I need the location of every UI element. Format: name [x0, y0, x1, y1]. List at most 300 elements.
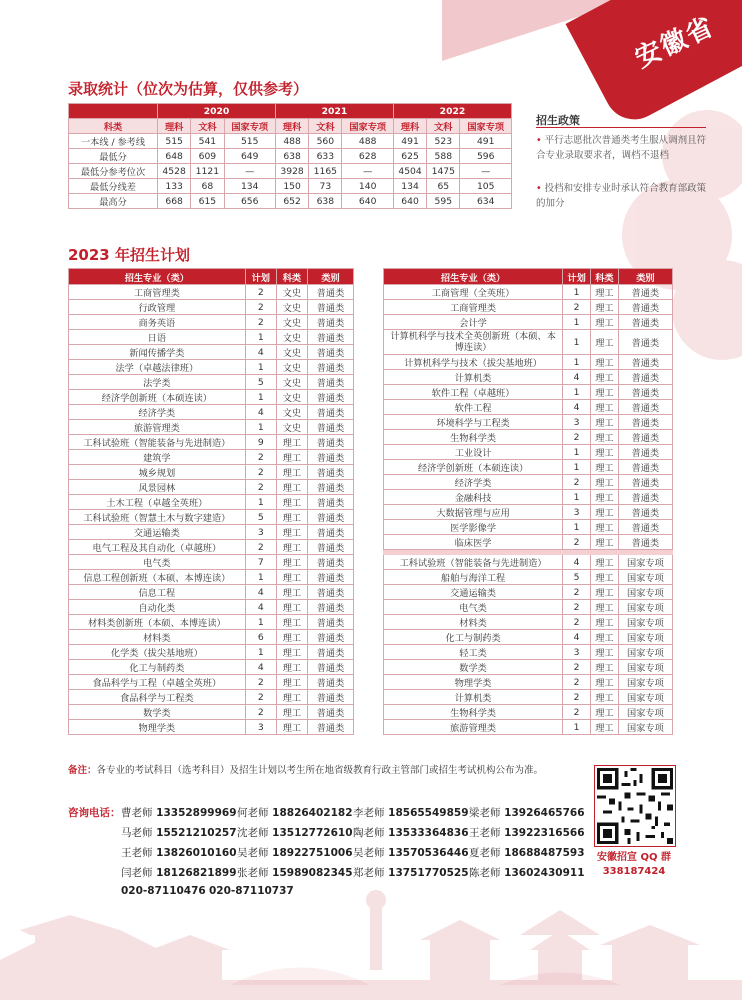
plan-major: 行政管理	[69, 300, 246, 315]
plan-header-row	[384, 269, 673, 285]
plan-quota: 2	[563, 585, 591, 600]
qq-group-label: 安徽招宣 QQ 群 338187424	[597, 852, 671, 877]
stats-year-header: 2022	[393, 104, 511, 119]
plan-category: 普通类	[308, 555, 354, 570]
plan-row	[69, 465, 354, 480]
stats-cell: 588	[427, 149, 460, 164]
plan-quota: 1	[563, 315, 591, 330]
contact-name: 夏老师	[469, 847, 501, 859]
plan-quota: 2	[563, 690, 591, 705]
plan-subject: 理工	[590, 445, 618, 460]
plan-major: 生物科学类	[384, 705, 563, 720]
plan-quota: 4	[563, 630, 591, 645]
plan-major: 生物科学类	[384, 430, 563, 445]
stats-cell: 515	[158, 134, 191, 149]
stats-subheader: 国家专项	[460, 119, 512, 134]
contact-name: 吴老师	[353, 847, 385, 859]
plan-major: 材料类	[384, 615, 563, 630]
stats-col-header: 科类	[69, 119, 158, 134]
plan-row	[384, 445, 673, 460]
plan-quota: 2	[563, 430, 591, 445]
plan-row	[69, 405, 354, 420]
plan-quota: 3	[563, 415, 591, 430]
stats-row	[69, 134, 512, 149]
plan-subject: 理工	[276, 540, 307, 555]
plan-header: 类别	[308, 269, 354, 285]
plan-row	[384, 615, 673, 630]
plan-row	[384, 430, 673, 445]
stats-row-label: 最高分	[69, 194, 158, 209]
plan-quota: 4	[563, 555, 591, 570]
plan-category: 普通类	[308, 510, 354, 525]
contact-phone: 18688487593	[500, 847, 585, 859]
stats-cell: 65	[427, 179, 460, 194]
contact-phone: 13512772610	[268, 827, 353, 839]
contact-phone: 15989082345	[268, 867, 353, 879]
contact-entry	[121, 845, 237, 860]
plan-subject: 理工	[590, 520, 618, 535]
plan-row	[384, 300, 673, 315]
plan-quota: 4	[563, 400, 591, 415]
plan-quota: 4	[245, 585, 276, 600]
plan-quota: 2	[245, 315, 276, 330]
plan-subject: 理工	[276, 600, 307, 615]
stats-cell: 3928	[275, 164, 308, 179]
plan-quota: 2	[245, 450, 276, 465]
plan-subject: 理工	[590, 315, 618, 330]
plan-row	[69, 435, 354, 450]
plan-header: 招生专业（类）	[69, 269, 246, 285]
stats-cell: 523	[427, 134, 460, 149]
plan-row	[384, 415, 673, 430]
plan-category: 普通类	[308, 600, 354, 615]
policy-title: 招生政策	[536, 114, 580, 127]
plan-category: 普通类	[308, 540, 354, 555]
plan-subject: 理工	[590, 720, 618, 735]
plan-subject: 文史	[276, 375, 307, 390]
plan-row	[384, 490, 673, 505]
plan-row	[69, 495, 354, 510]
plan-major: 工科试验班（智能装备与先进制造）	[384, 555, 563, 570]
plan-row	[69, 705, 354, 720]
plan-category: 普通类	[308, 495, 354, 510]
plan-quota: 1	[245, 570, 276, 585]
plan-header: 类别	[618, 269, 672, 285]
plan-major: 新闻传播学类	[69, 345, 246, 360]
plan-header: 计划	[563, 269, 591, 285]
plan-major: 会计学	[384, 315, 563, 330]
plan-quota: 2	[563, 615, 591, 630]
plan-quota: 2	[563, 660, 591, 675]
stats-row	[69, 194, 512, 209]
stats-cell: 491	[393, 134, 426, 149]
plan-major: 工业设计	[384, 445, 563, 460]
plan-category: 国家专项	[618, 600, 672, 615]
plan-subject: 理工	[590, 385, 618, 400]
stats-cell: 4504	[393, 164, 426, 179]
plan-row	[384, 370, 673, 385]
plan-major: 计算机类	[384, 370, 563, 385]
contact-name: 李老师	[353, 807, 385, 819]
plan-quota: 2	[245, 540, 276, 555]
plan-subject: 理工	[590, 555, 618, 570]
plan-quota: 1	[563, 355, 591, 370]
contact-phone: 18922751006	[268, 847, 353, 859]
plan-subject: 理工	[276, 495, 307, 510]
stats-cell: 1121	[191, 164, 224, 179]
plan-row	[384, 385, 673, 400]
plan-category: 普通类	[308, 630, 354, 645]
contact-entry	[469, 825, 585, 840]
plan-category: 国家专项	[618, 660, 672, 675]
contact-name: 沈老师	[237, 827, 269, 839]
plan-quota: 5	[245, 375, 276, 390]
contact-phone: 13570536446	[384, 847, 469, 859]
plan-major: 数学类	[384, 660, 563, 675]
stats-cell: —	[342, 164, 393, 179]
plan-subject: 理工	[590, 355, 618, 370]
contact-phone: 15521210257	[152, 827, 237, 839]
plan-subject: 理工	[590, 660, 618, 675]
plan-row	[384, 520, 673, 535]
stats-cell: 640	[342, 194, 393, 209]
plan-quota: 4	[245, 600, 276, 615]
plan-row	[69, 570, 354, 585]
plan-row	[384, 570, 673, 585]
plan-subject: 理工	[590, 535, 618, 550]
plan-major: 日语	[69, 330, 246, 345]
contact-entry	[469, 805, 585, 820]
plan-category: 国家专项	[618, 690, 672, 705]
plan-row	[69, 525, 354, 540]
stats-cell: 595	[427, 194, 460, 209]
contact-phone: 13533364836	[384, 827, 469, 839]
plan-major: 工科试验班（智慧土木与数字建造）	[69, 510, 246, 525]
plan-row	[384, 555, 673, 570]
stats-cell: 628	[342, 149, 393, 164]
plan-subject: 理工	[590, 460, 618, 475]
stats-subheader: 理科	[393, 119, 426, 134]
plan-major: 化工与制药类	[69, 660, 246, 675]
plan-header: 科类	[590, 269, 618, 285]
plan-major: 计算机科学与技术（拔尖基地班）	[384, 355, 563, 370]
plan-major: 物理学类	[384, 675, 563, 690]
plan-major: 电气类	[69, 555, 246, 570]
contact-phone: 13602430911	[500, 867, 585, 879]
stats-cell: 633	[309, 149, 342, 164]
stats-subheader: 文科	[191, 119, 224, 134]
plan-subject: 理工	[590, 370, 618, 385]
plan-category: 普通类	[618, 385, 672, 400]
plan-quota: 4	[245, 405, 276, 420]
plan-category: 普通类	[618, 330, 672, 355]
stats-cell: 134	[224, 179, 275, 194]
admission-stats-table	[68, 103, 512, 209]
plan-category: 普通类	[618, 535, 672, 550]
stats-corner-cell	[69, 104, 158, 119]
contact-landline: 020-87110476	[121, 885, 206, 897]
plan-category: 普通类	[308, 405, 354, 420]
plan-category: 普通类	[308, 705, 354, 720]
contact-name: 王老师	[469, 827, 501, 839]
contact-name: 吴老师	[237, 847, 269, 859]
plan-major: 经济学类	[384, 475, 563, 490]
plan-category: 普通类	[308, 570, 354, 585]
plan-table-right	[383, 268, 673, 735]
stats-cell: 515	[224, 134, 275, 149]
plan-category: 普通类	[308, 720, 354, 735]
plan-major: 信息工程创新班（本硕、本博连读）	[69, 570, 246, 585]
contact-phone: 18826402182	[268, 807, 353, 819]
contact-entry	[469, 865, 585, 880]
plan-category: 普通类	[618, 445, 672, 460]
plan-major: 工商管理（全英班）	[384, 285, 563, 300]
plan-subject: 理工	[590, 285, 618, 300]
plan-major: 旅游管理类	[69, 420, 246, 435]
contact-name: 王老师	[121, 847, 153, 859]
plan-subject: 理工	[276, 585, 307, 600]
plan-major: 食品科学与工程类	[69, 690, 246, 705]
stats-subheader: 文科	[309, 119, 342, 134]
plan-subject: 文史	[276, 300, 307, 315]
contact-entry	[353, 865, 469, 880]
plan-category: 普通类	[308, 300, 354, 315]
plan-subject: 理工	[276, 630, 307, 645]
plan-row	[384, 720, 673, 735]
plan-subject: 理工	[276, 465, 307, 480]
plan-category: 国家专项	[618, 555, 672, 570]
plan-major: 船舶与海洋工程	[384, 570, 563, 585]
plan-subject: 理工	[590, 570, 618, 585]
plan-row	[69, 540, 354, 555]
plan-quota: 2	[563, 600, 591, 615]
plan-subject: 理工	[590, 705, 618, 720]
stats-subheader-row	[69, 119, 512, 134]
plan-row	[69, 675, 354, 690]
plan-quota: 2	[245, 690, 276, 705]
plan-quota: 1	[245, 390, 276, 405]
plan-major: 法学（卓越法律班）	[69, 360, 246, 375]
policy-item: • 平行志愿批次普通类考生服从调剂且符合专业录取要求者，调档不退档	[536, 135, 707, 161]
plan-major: 风景园林	[69, 480, 246, 495]
plan-major: 工商管理类	[69, 285, 246, 300]
plan-row	[69, 300, 354, 315]
plan-category: 国家专项	[618, 570, 672, 585]
plan-row	[384, 535, 673, 550]
plan-category: 国家专项	[618, 645, 672, 660]
stats-cell: —	[224, 164, 275, 179]
plan-subject: 文史	[276, 405, 307, 420]
landscape-illustration	[0, 890, 742, 1000]
stats-year-row	[69, 104, 512, 119]
plan-row	[384, 475, 673, 490]
plan-quota: 1	[245, 420, 276, 435]
plan-category: 普通类	[308, 315, 354, 330]
stats-cell: 491	[460, 134, 512, 149]
stats-cell: 625	[393, 149, 426, 164]
plan-major: 自动化类	[69, 600, 246, 615]
plan-quota: 1	[563, 490, 591, 505]
plan-subject: 理工	[276, 660, 307, 675]
plan-quota: 1	[245, 360, 276, 375]
qr-code	[594, 765, 676, 847]
plan-subject: 理工	[276, 555, 307, 570]
plan-quota: 9	[245, 435, 276, 450]
plan-subject: 理工	[590, 585, 618, 600]
plan-row	[69, 315, 354, 330]
plan-subject: 理工	[590, 615, 618, 630]
policy-item: • 投档和安排专业时承认符合教育部政策的加分	[536, 183, 707, 209]
plan-category: 普通类	[308, 330, 354, 345]
plan-category: 国家专项	[618, 705, 672, 720]
plan-subject: 理工	[590, 645, 618, 660]
plan-major: 材料类创新班（本硕、本博连读）	[69, 615, 246, 630]
plan-category: 国家专项	[618, 585, 672, 600]
stats-title: 录取统计（位次为估算，仅供参考）	[68, 80, 309, 98]
plan-subject: 文史	[276, 330, 307, 345]
plan-row	[69, 375, 354, 390]
contact-entry	[353, 825, 469, 840]
plan-category: 普通类	[618, 300, 672, 315]
plan-subject: 文史	[276, 420, 307, 435]
plan-major: 工科试验班（智能装备与先进制造）	[69, 435, 246, 450]
plan-row	[69, 360, 354, 375]
contact-name: 陈老师	[469, 867, 501, 879]
stats-cell: 150	[275, 179, 308, 194]
plan-major: 旅游管理类	[384, 720, 563, 735]
plan-subject: 理工	[276, 525, 307, 540]
plan-quota: 1	[245, 645, 276, 660]
contact-phone: 13926465766	[500, 807, 585, 819]
province-label: 安徽省	[630, 11, 720, 75]
plan-major: 大数据管理与应用	[384, 505, 563, 520]
plan-category: 普通类	[308, 285, 354, 300]
plan-row	[69, 420, 354, 435]
plan-major: 工商管理类	[384, 300, 563, 315]
plan-major: 信息工程	[69, 585, 246, 600]
plan-quota: 3	[563, 505, 591, 520]
plan-quota: 3	[245, 720, 276, 735]
stats-cell: 648	[158, 149, 191, 164]
stats-cell: 638	[309, 194, 342, 209]
plan-row	[69, 285, 354, 300]
stats-cell: 1165	[309, 164, 342, 179]
contact-name: 陶老师	[353, 827, 385, 839]
plan-quota: 5	[245, 510, 276, 525]
contact-entry	[237, 865, 353, 880]
plan-quota: 2	[563, 675, 591, 690]
plan-row	[69, 660, 354, 675]
plan-subject: 理工	[276, 510, 307, 525]
plan-category: 普通类	[618, 370, 672, 385]
stats-subheader: 文科	[427, 119, 460, 134]
plan-major: 城乡规划	[69, 465, 246, 480]
plan-category: 普通类	[618, 490, 672, 505]
plan-row	[384, 675, 673, 690]
contact-entry	[237, 845, 353, 860]
plan-category: 普通类	[308, 465, 354, 480]
plan-quota: 2	[563, 705, 591, 720]
plan-subject: 理工	[590, 675, 618, 690]
plan-subject: 理工	[590, 690, 618, 705]
stats-cell: 668	[158, 194, 191, 209]
contact-name: 何老师	[237, 807, 269, 819]
plan-subject: 理工	[276, 435, 307, 450]
plan-category: 普通类	[618, 315, 672, 330]
plan-major: 软件工程	[384, 400, 563, 415]
plan-row	[69, 510, 354, 525]
stats-cell: 1475	[427, 164, 460, 179]
plan-quota: 2	[563, 300, 591, 315]
plan-quota: 3	[245, 525, 276, 540]
plan-subject: 理工	[276, 480, 307, 495]
plan-major: 临床医学	[384, 535, 563, 550]
plan-category: 普通类	[308, 360, 354, 375]
contact-entry	[353, 845, 469, 860]
plan-subject: 文史	[276, 345, 307, 360]
plan-quota: 2	[245, 675, 276, 690]
stats-subheader: 理科	[158, 119, 191, 134]
plan-subject: 理工	[276, 615, 307, 630]
plan-major: 数学类	[69, 705, 246, 720]
plan-row	[384, 285, 673, 300]
plan-subject: 文史	[276, 285, 307, 300]
contact-name: 张老师	[237, 867, 269, 879]
plan-major: 电气类	[384, 600, 563, 615]
plan-row	[69, 645, 354, 660]
plan-major: 电气工程及其自动化（卓越班）	[69, 540, 246, 555]
plan-major: 建筑学	[69, 450, 246, 465]
plan-row	[69, 330, 354, 345]
stats-cell: 134	[393, 179, 426, 194]
plan-quota: 1	[563, 385, 591, 400]
plan-row	[69, 615, 354, 630]
plan-subject: 理工	[276, 675, 307, 690]
plan-category: 普通类	[308, 585, 354, 600]
plan-quota: 4	[245, 345, 276, 360]
plan-subject: 理工	[276, 690, 307, 705]
plan-quota: 2	[245, 465, 276, 480]
plan-quota: 6	[245, 630, 276, 645]
plan-subject: 文史	[276, 315, 307, 330]
plan-subject: 理工	[590, 300, 618, 315]
plan-header: 招生专业（类）	[384, 269, 563, 285]
plan-row	[69, 555, 354, 570]
contact-landline: 020-87110737	[209, 885, 294, 897]
contact-name: 马老师	[121, 827, 153, 839]
plan-table-left	[68, 268, 354, 735]
plan-category: 普通类	[618, 285, 672, 300]
plan-subject: 理工	[276, 450, 307, 465]
stats-row	[69, 179, 512, 194]
plan-major: 环境科学与工程类	[384, 415, 563, 430]
plan-quota: 2	[245, 480, 276, 495]
contact-entry	[121, 805, 237, 820]
plan-quota: 3	[563, 645, 591, 660]
plan-major: 商务英语	[69, 315, 246, 330]
plan-quota: 4	[563, 370, 591, 385]
stats-cell: —	[460, 164, 512, 179]
plan-subject: 理工	[276, 705, 307, 720]
plan-category: 国家专项	[618, 720, 672, 735]
stats-row-label: 最低分	[69, 149, 158, 164]
plan-quota: 2	[245, 285, 276, 300]
plan-category: 普通类	[308, 645, 354, 660]
contact-name: 曹老师	[121, 807, 153, 819]
stats-cell: 609	[191, 149, 224, 164]
plan-category: 普通类	[618, 355, 672, 370]
plan-subject: 理工	[276, 720, 307, 735]
